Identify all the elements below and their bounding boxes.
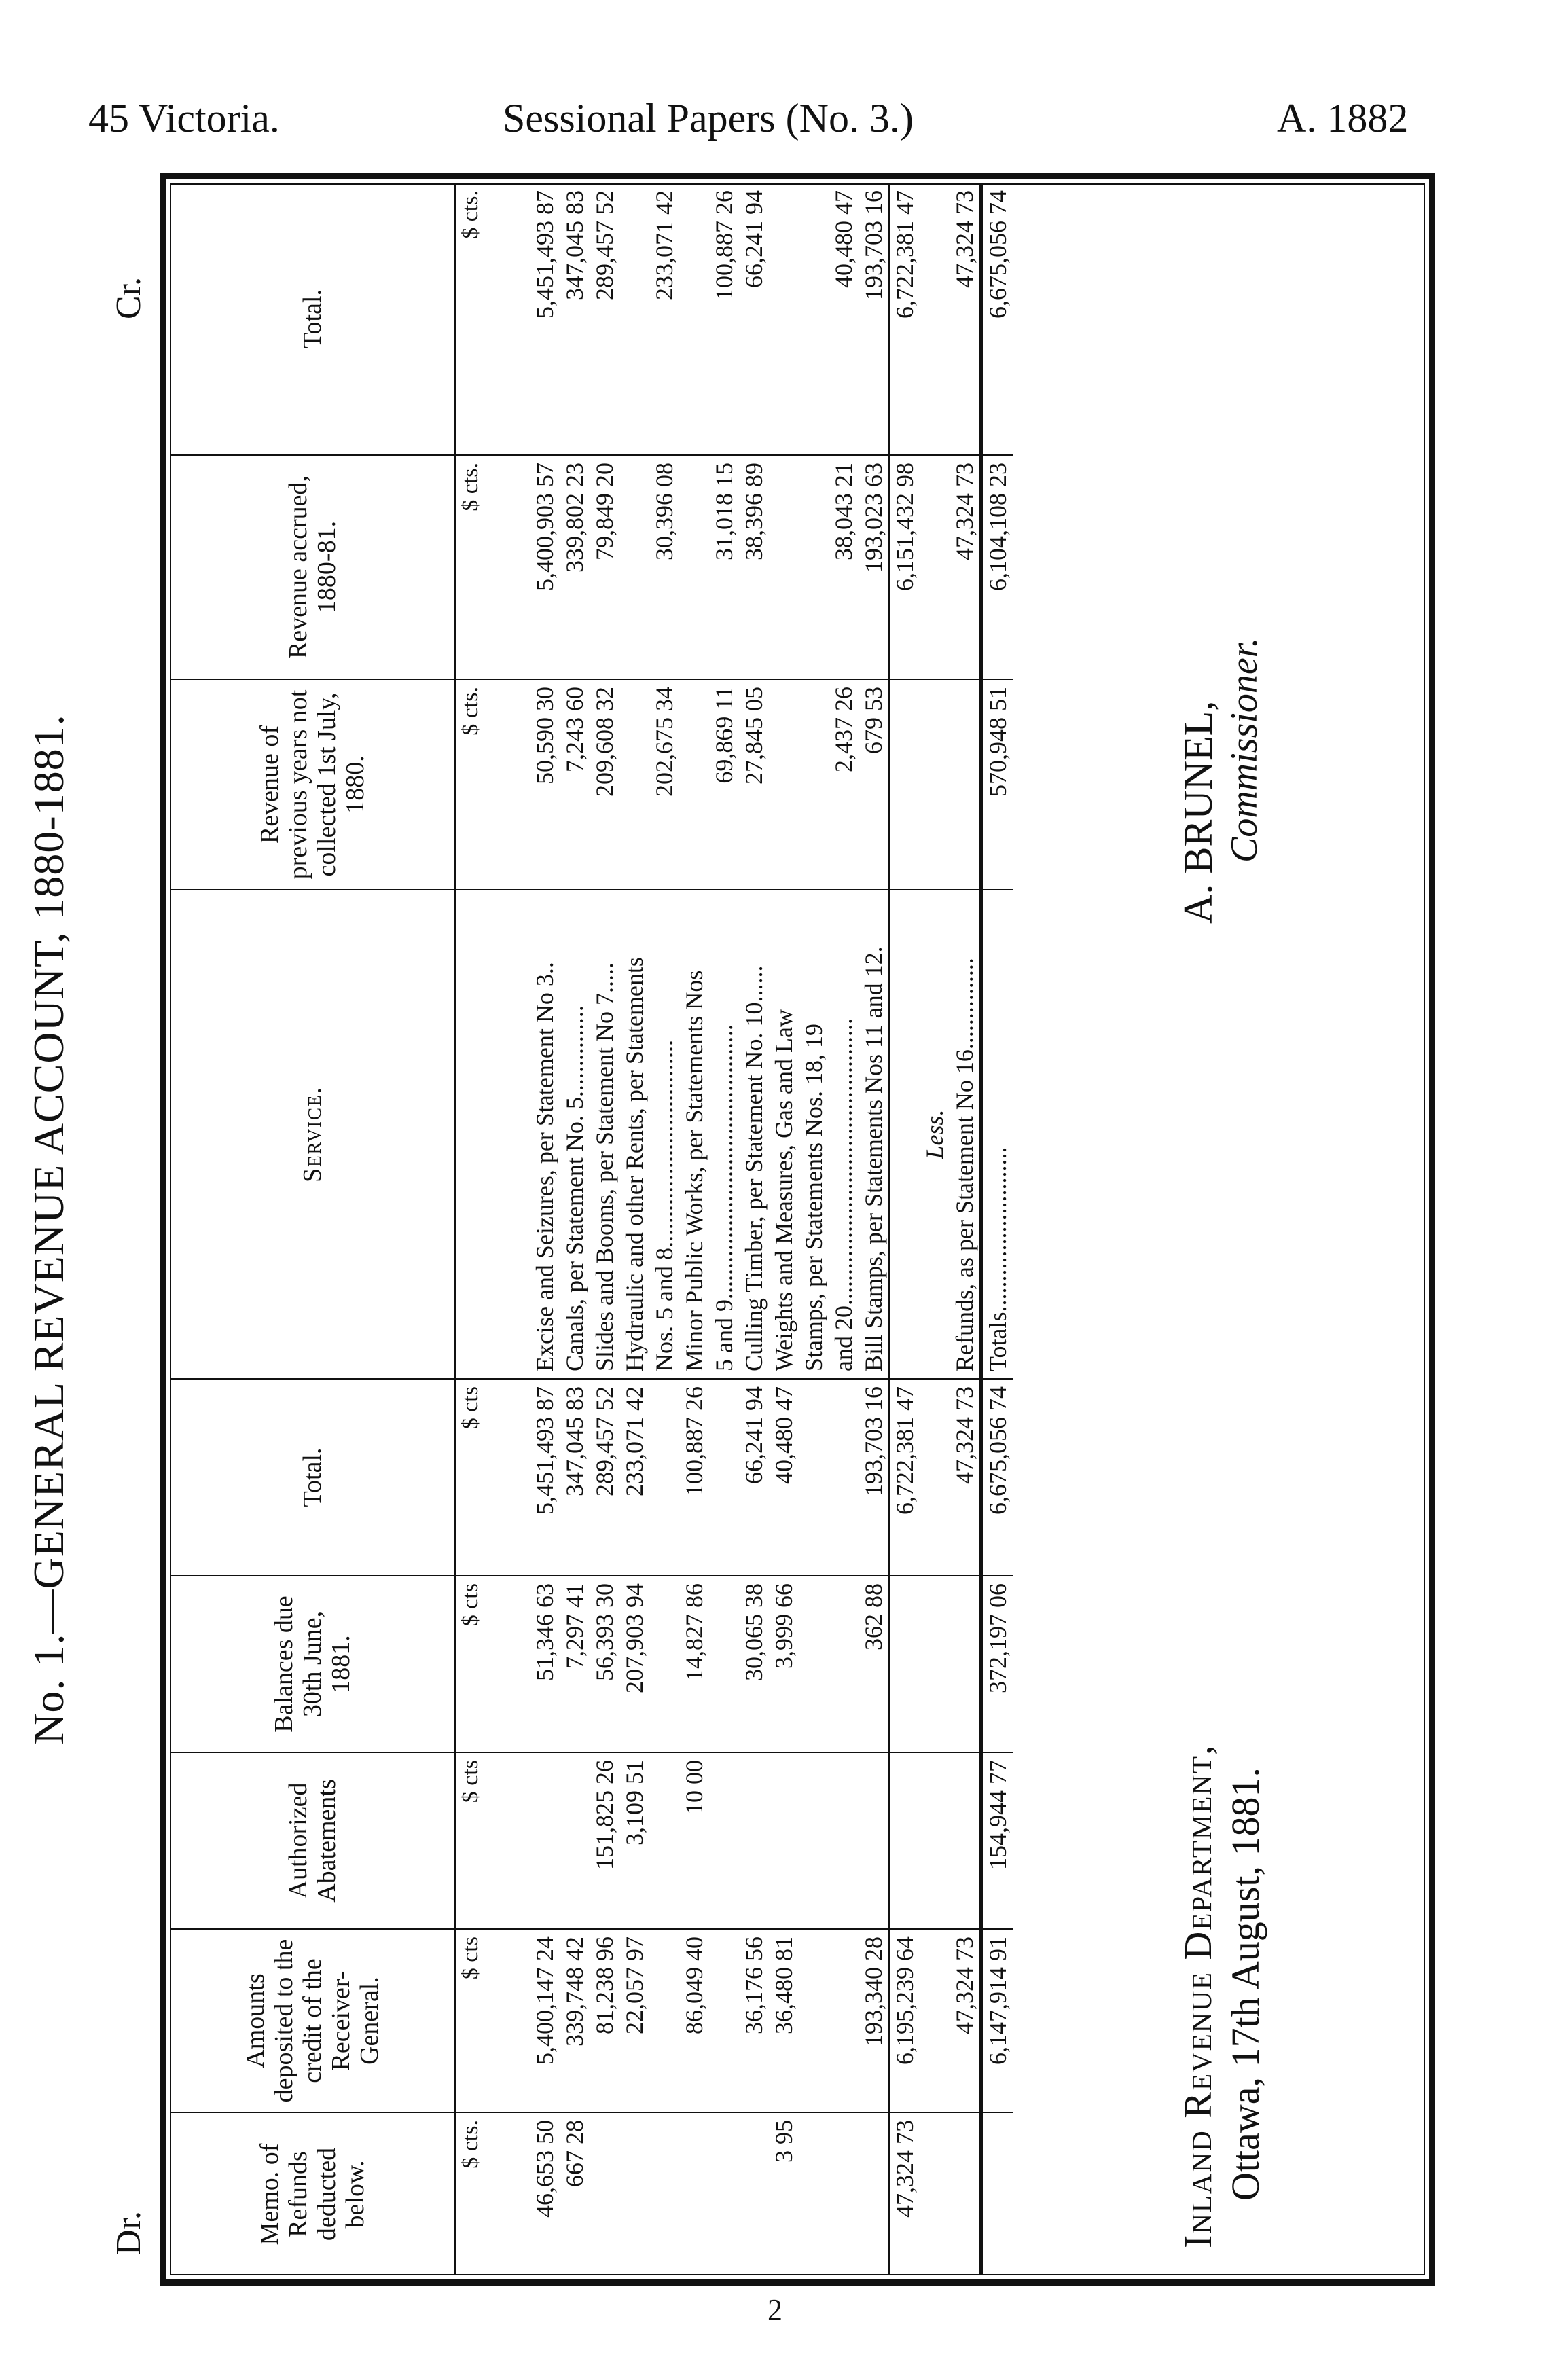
cell-abatements <box>530 1752 560 1929</box>
cell-memo <box>859 2112 889 2275</box>
cell-total-left <box>799 1379 829 1576</box>
cell-abatements: 154,944 77 <box>981 1752 1013 1929</box>
empty-cell <box>920 679 950 890</box>
cell-total-left: 193,703 16 <box>859 1379 889 1576</box>
cell-previous: 50,590 30 <box>530 679 560 890</box>
header-right: A. 1882 <box>1277 96 1409 141</box>
cell-accrued <box>679 455 709 679</box>
cell-total-right: 347,045 83 <box>561 190 588 300</box>
cell-service: Refunds, as per Statement No 16............... <box>950 890 981 1379</box>
unit-cell <box>455 890 530 1379</box>
cell-accrued: 79,849 20 <box>590 455 619 679</box>
col-abatements: Authorized Abatements <box>170 1752 455 1929</box>
cell-service: Excise and Seizures, per Statement No 3.. <box>530 890 560 1379</box>
header-center: Sessional Papers (No. 3.) <box>503 96 914 141</box>
cell-memo <box>981 2112 1013 2275</box>
cell-total-left: 100,887 26 <box>679 1379 709 1576</box>
col-balances: Balances due 30th June, 1881. <box>170 1576 455 1752</box>
cell-balances: 7,297 41 <box>560 1576 590 1752</box>
table-row <box>739 183 769 2275</box>
cell-abatements <box>649 1752 679 1929</box>
cell-balances: 207,903 94 <box>619 1576 649 1752</box>
cell-abatements <box>829 1752 859 1929</box>
cell-accrued: 47,324 73 <box>950 455 981 679</box>
cell-balances <box>889 1576 920 1752</box>
cell-total-right <box>679 183 709 455</box>
table-row <box>560 183 590 2275</box>
cell-balances: 372,197 06 <box>981 1576 1013 1752</box>
cell-deposited: 339,748 42 <box>560 1929 590 2112</box>
cell-total-right <box>619 183 649 455</box>
unit-cell: $ cts. <box>455 455 530 679</box>
unit-cell: $ cts. <box>455 679 530 890</box>
cell-accrued: 38,043 21 <box>829 455 859 679</box>
page-number: 2 <box>768 2293 782 2326</box>
cell-service: Minor Public Works, per Statements Nos <box>679 890 709 1379</box>
cell-accrued: 6,151,432 98 <box>889 455 920 679</box>
table-row <box>590 183 619 2275</box>
cell-memo <box>829 2112 859 2275</box>
col-total-right: Total. <box>170 183 455 455</box>
unit-cell: $ cts <box>455 1576 530 1752</box>
less-row <box>920 183 950 2275</box>
table-row <box>679 183 709 2275</box>
cell-previous <box>769 679 799 890</box>
empty-cell <box>920 1379 950 1576</box>
cell-total-right <box>769 183 799 455</box>
cell-total-right: 47,324 73 <box>951 190 978 288</box>
cell-balances <box>709 1576 739 1752</box>
cell-deposited: 5,400,147 24 <box>530 1929 560 2112</box>
cell-abatements: 3,109 51 <box>619 1752 649 1929</box>
cell-total-right: 193,703 16 <box>860 190 887 300</box>
cell-deposited <box>649 1929 679 2112</box>
cell-total-right <box>799 183 829 455</box>
col-total-left: Total. <box>170 1379 455 1576</box>
col-deposited: Amounts deposited to the credit of the Receiver-General. <box>170 1929 455 2112</box>
totals-row <box>981 183 1013 2275</box>
cell-balances <box>649 1576 679 1752</box>
cell-total-right: 5,451,493 87 <box>531 190 558 319</box>
cell-previous <box>799 679 829 890</box>
cell-abatements: 151,825 26 <box>590 1752 619 1929</box>
cell-previous: 679 53 <box>859 679 889 890</box>
cell-total-left: 6,722,381 47 <box>889 1379 920 1576</box>
signatory-title: Commissioner. <box>1223 637 1265 863</box>
cell-previous: 27,845 05 <box>739 679 769 890</box>
cell-total-left <box>829 1379 859 1576</box>
cell-deposited <box>799 1929 829 2112</box>
cell-previous: 209,608 32 <box>590 679 619 890</box>
units-row <box>455 183 530 2275</box>
header-left: 45 Victoria. <box>88 96 280 141</box>
cell-previous: 2,437 26 <box>829 679 859 890</box>
cell-accrued: 193,023 63 <box>859 455 889 679</box>
unit-cell: $ cts. <box>458 190 483 239</box>
cell-memo: 667 28 <box>560 2112 590 2275</box>
cell-previous: 570,948 51 <box>981 679 1013 890</box>
cell-service: Nos. 5 and 8.................................. <box>649 890 679 1379</box>
cell-total-left: 233,071 42 <box>619 1379 649 1576</box>
empty-cell <box>920 2112 950 2275</box>
revenue-account-table <box>170 183 1013 2275</box>
cell-service: Weights and Measures, Gas and Law <box>769 890 799 1379</box>
cell-deposited: 6,147,914 91 <box>981 1929 1013 2112</box>
cell-accrued: 38,396 89 <box>739 455 769 679</box>
cell-balances <box>950 1576 981 1752</box>
cell-balances: 3,999 66 <box>769 1576 799 1752</box>
account-title: No. 1.—GENERAL REVENUE ACCOUNT, 1880-1881. <box>24 714 73 1745</box>
cell-balances: 14,827 86 <box>679 1576 709 1752</box>
cell-total-left: 66,241 94 <box>739 1379 769 1576</box>
cell-deposited: 86,049 40 <box>679 1929 709 2112</box>
cell-service: Slides and Booms, per Statement No 7..... <box>590 890 619 1379</box>
debit-label: Dr. <box>109 2211 148 2255</box>
signatory-name: A. BRUNEL, <box>1176 700 1221 924</box>
cell-balances <box>799 1576 829 1752</box>
refunds-row <box>950 183 981 2275</box>
cell-total-left: 347,045 83 <box>560 1379 590 1576</box>
cell-total-left: 40,480 47 <box>769 1379 799 1576</box>
cell-service: Bill Stamps, per Statements Nos 11 and 12. <box>859 890 889 1379</box>
cell-previous: 7,243 60 <box>560 679 590 890</box>
cell-total-right: 40,480 47 <box>830 190 857 288</box>
cell-memo: 46,653 50 <box>530 2112 560 2275</box>
cell-memo <box>590 2112 619 2275</box>
cell-total-right: 6,675,056 74 <box>981 183 1013 455</box>
rotated-account-page <box>24 183 1425 2275</box>
cell-balances: 30,065 38 <box>739 1576 769 1752</box>
cell-balances: 362 88 <box>859 1576 889 1752</box>
empty-cell <box>920 455 950 679</box>
cell-accrued: 339,802 23 <box>560 455 590 679</box>
cell-service: Hydraulic and other Rents, per Statements <box>619 890 649 1379</box>
cell-service: Stamps, per Statements Nos. 18, 19 <box>799 890 829 1379</box>
cell-accrued: 30,396 08 <box>649 455 679 679</box>
cell-abatements: 10 00 <box>679 1752 709 1929</box>
table-row <box>829 183 859 2275</box>
cell-previous <box>950 679 981 890</box>
cell-memo: 3 95 <box>769 2112 799 2275</box>
department-name: Inland Revenue Department, <box>1176 1744 1220 2248</box>
cell-deposited: 81,238 96 <box>590 1929 619 2112</box>
unit-cell: $ cts. <box>455 2112 530 2275</box>
cell-service: Canals, per Statement No. 5............... <box>560 890 590 1379</box>
cell-total-left <box>649 1379 679 1576</box>
cell-memo <box>739 2112 769 2275</box>
cell-accrued <box>619 455 649 679</box>
cell-accrued <box>769 455 799 679</box>
cell-abatements <box>799 1752 829 1929</box>
column-header-row <box>170 183 455 2275</box>
cell-abatements <box>889 1752 920 1929</box>
cell-memo <box>950 2112 981 2275</box>
cell-previous: 202,675 34 <box>649 679 679 890</box>
cell-memo <box>679 2112 709 2275</box>
cell-accrued: 31,018 15 <box>709 455 739 679</box>
unit-cell: $ cts <box>455 1752 530 1929</box>
cell-memo <box>709 2112 739 2275</box>
table-row <box>799 183 829 2275</box>
cell-total-left: 6,675,056 74 <box>981 1379 1013 1576</box>
cell-abatements <box>709 1752 739 1929</box>
cell-total-right: 66,241 94 <box>740 190 768 288</box>
cell-abatements <box>560 1752 590 1929</box>
department-date: Ottawa, 17th August, 1881. <box>1223 1767 1267 2201</box>
cell-deposited: 22,057 97 <box>619 1929 649 2112</box>
cell-memo <box>799 2112 829 2275</box>
credit-label: Cr. <box>109 276 148 319</box>
cell-total-left: 47,324 73 <box>950 1379 981 1576</box>
table-row <box>649 183 679 2275</box>
page-header <box>0 95 1552 149</box>
table-row <box>530 183 560 2275</box>
cell-service: and 20............................................... <box>829 890 859 1379</box>
cell-deposited <box>829 1929 859 2112</box>
empty-cell <box>920 1576 950 1752</box>
cell-total-left: 289,457 52 <box>590 1379 619 1576</box>
cell-memo <box>619 2112 649 2275</box>
cell-accrued: 5,400,903 57 <box>530 455 560 679</box>
cell-abatements <box>859 1752 889 1929</box>
cell-abatements <box>769 1752 799 1929</box>
cell-service <box>889 890 920 1379</box>
cell-balances: 56,393 30 <box>590 1576 619 1752</box>
cell-service: Totals........................... <box>981 890 1013 1379</box>
less-label: Less. <box>920 890 950 1379</box>
col-accrued: Revenue accrued, 1880-81. <box>170 455 455 679</box>
empty-cell <box>920 1929 950 2112</box>
cell-deposited: 6,195,239 64 <box>889 1929 920 2112</box>
cell-total-right: 233,071 42 <box>651 190 678 300</box>
cell-previous <box>679 679 709 890</box>
cell-accrued <box>799 455 829 679</box>
cell-previous <box>889 679 920 890</box>
cell-total-right: 289,457 52 <box>591 190 618 300</box>
cell-service: 5 and 9............................................. <box>709 890 739 1379</box>
subtotal-row <box>889 183 920 2275</box>
cell-deposited: 36,480 81 <box>769 1929 799 2112</box>
empty-cell <box>920 183 950 455</box>
cell-accrued: 6,104,108 23 <box>981 455 1013 679</box>
cell-total-right: 6,722,381 47 <box>889 183 920 455</box>
cell-total-left: 5,451,493 87 <box>530 1379 560 1576</box>
cell-deposited: 47,324 73 <box>950 1929 981 2112</box>
col-service: Service. <box>170 890 455 1379</box>
cell-balances: 51,346 63 <box>530 1576 560 1752</box>
cell-previous: 69,869 11 <box>709 679 739 890</box>
cell-service: Culling Timber, per Statement No. 10...... <box>739 890 769 1379</box>
cell-deposited <box>709 1929 739 2112</box>
unit-cell: $ cts <box>455 1929 530 2112</box>
table-row <box>769 183 799 2275</box>
table-row <box>709 183 739 2275</box>
cell-memo: 47,324 73 <box>889 2112 920 2275</box>
cell-total-right: 100,887 26 <box>710 190 738 300</box>
empty-cell <box>920 1752 950 1929</box>
cell-abatements <box>739 1752 769 1929</box>
col-previous: Revenue of previous years not collected 1st July, 1880. <box>170 679 455 890</box>
cell-balances <box>829 1576 859 1752</box>
table-row <box>619 183 649 2275</box>
cell-abatements <box>950 1752 981 1929</box>
cell-memo <box>649 2112 679 2275</box>
unit-cell: $ cts <box>455 1379 530 1576</box>
cell-deposited: 193,340 28 <box>859 1929 889 2112</box>
cell-previous <box>619 679 649 890</box>
col-memo: Memo. of Refunds deducted below. <box>170 2112 455 2275</box>
table-row <box>859 183 889 2275</box>
cell-deposited: 36,176 56 <box>739 1929 769 2112</box>
cell-total-left <box>709 1379 739 1576</box>
